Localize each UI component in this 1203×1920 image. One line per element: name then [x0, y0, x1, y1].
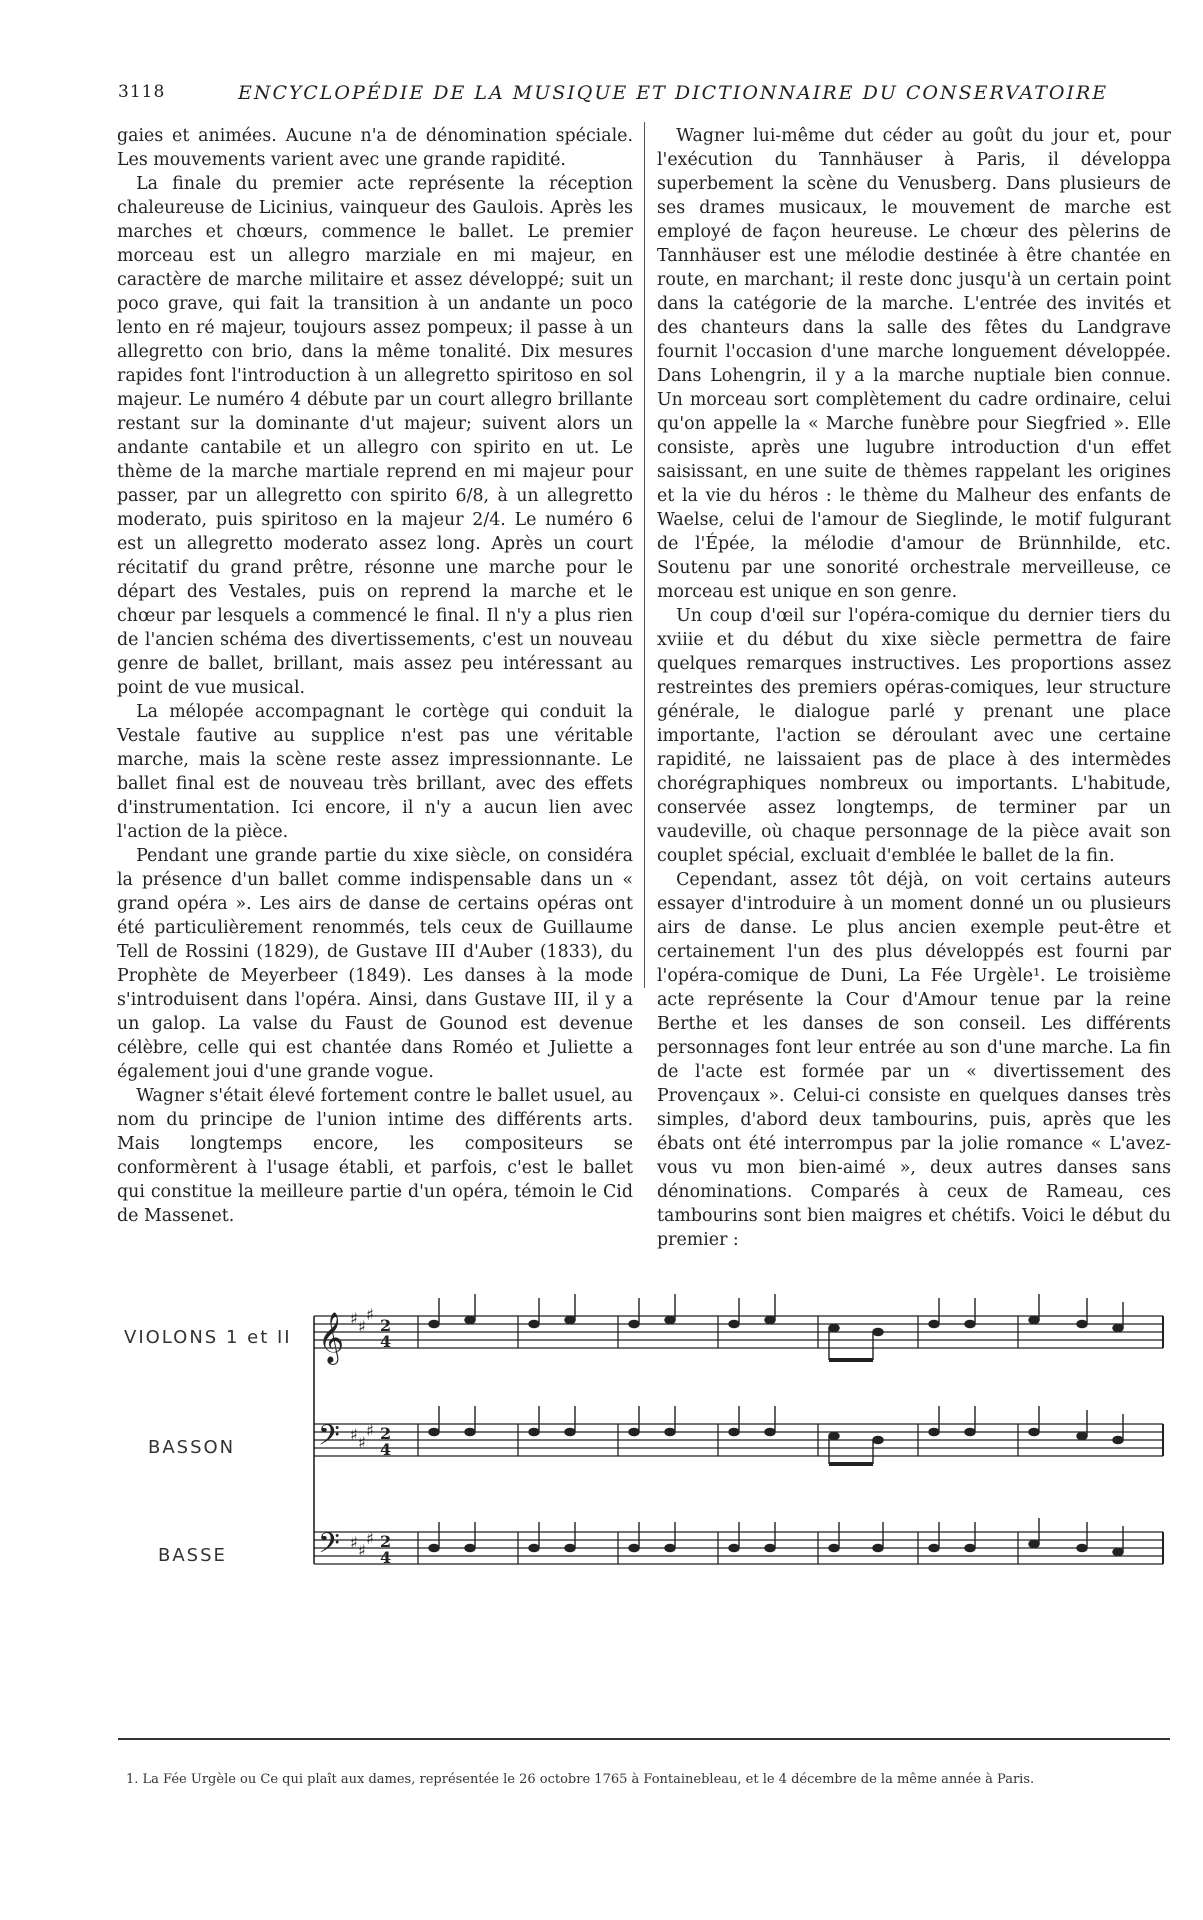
running-title: ENCYCLOPÉDIE DE LA MUSIQUE ET DICTIONNAIRE DU CONSERVATOIRE — [238, 82, 1109, 104]
score-notation — [118, 1280, 1170, 1680]
instrument-label-violins: VIOLONS 1 et II — [124, 1327, 292, 1348]
paragraph: Cependant, assez tôt déjà, on voit certains auteurs essayer d'introduire à un moment donné un ou plusieurs airs de danse. Le plus ancien exemple peut-être et certainement l'un des plus développés est fourni par l'opéra-comique de Duni, La Fée Urgèle¹. Le troisième acte représente la Cour d'Amour tenue par la reine Berthe et les danses de son conseil. Les différents personnages font leur entrée au son d'une marche. La fin de l'acte est formée par un « divertissement des Provençaux ». Celui-ci consiste en quelques danses très simples, d'abord deux tambourins, puis, après que les ébats ont été interrompus par la jolie romance « L'avez-vous vu mon bien-aimé », deux autres danses sans dénominations. Comparés à ceux de Rameau, ces tambourins sont bien maigres et chétifs. Voici le début du premier : — [657, 870, 1171, 1250]
svg-text:♯: ♯ — [366, 1421, 374, 1440]
paragraph: La mélopée accompagnant le cortège qui conduit la Vestale fautive au supplice n'est pas une véritable marche, mais la scène reste assez impressionnante. Le ballet final est de nouveau très brillant, avec des effets d'instrumentation. Ici encore, il n'y a aucun lien avec l'action de la pièce. — [117, 702, 633, 842]
instrument-label-bassoon: BASSON — [148, 1437, 236, 1458]
svg-text:2: 2 — [380, 1316, 392, 1335]
svg-text:4: 4 — [380, 1440, 392, 1459]
instrument-label-bass: BASSE — [158, 1545, 227, 1566]
paragraph: Un coup d'œil sur l'opéra-comique du dernier tiers du xviiie et du début du xixe siècle permettra de faire quelques remarques instructives. Les proportions assez restreintes des premiers opéras-comiques, leur structure générale, le dialogue parlé y prenant une place importante, l'action se déroulant avec une certaine rapidité, ne laissaient pas de place à des intermèdes chorégraphiques nombreux ou importants. L'habitude, conservée assez longtemps, de terminer par un vaudeville, où chaque personnage de la pièce avait son couplet spécial, excluait d'emblée le ballet de la fin. — [657, 606, 1171, 866]
svg-text:𝄢: 𝄢 — [318, 1527, 340, 1567]
svg-text:4: 4 — [380, 1548, 392, 1567]
svg-text:♯: ♯ — [366, 1305, 374, 1324]
paragraph: Wagner s'était élevé fortement contre le ballet usuel, au nom du principe de l'union intime des différents arts. Mais longtemps encore, les compositeurs se conformèrent à l'usage établi, et parfois, c'est le ballet qui constitue la meilleure partie d'un opéra, témoin le Cid de Massenet. — [117, 1086, 633, 1226]
svg-text:𝄞: 𝄞 — [318, 1312, 345, 1363]
svg-text:2: 2 — [380, 1532, 392, 1551]
svg-text:♯: ♯ — [358, 1541, 366, 1560]
svg-text:𝄢: 𝄢 — [318, 1419, 340, 1459]
page-number: 3118 — [118, 82, 166, 102]
paragraph: Pendant une grande partie du xixe siècle, on considéra la présence d'un ballet comme indispensable dans un « grand opéra ». Les airs de danse de certains opéras ont été particulièrement renommés, tels ceux de Guillaume Tell de Rossini (1829), de Gustave III d'Auber (1833), du Prophète de Meyerbeer (1849). Les danses à la mode s'introduisent dans l'opéra. Ainsi, dans Gustave III, il y a un galop. La valse du Faust de Gounod est devenue célèbre, celle qui est chantée dans Roméo et Juliette a également joui d'une grande vogue. — [117, 846, 633, 1082]
svg-text:♯: ♯ — [358, 1433, 366, 1452]
paragraph: Wagner lui-même dut céder au goût du jour et, pour l'exécution du Tannhäuser à Paris, il développa superbement la scène du Venusberg. Dans plusieurs de ses drames musicaux, le mouvement de marche est employé de façon heureuse. Le chœur des pèlerins de Tannhäuser est une mélodie destinée à être chantée en route, en marchant; il reste donc jusqu'à un certain point dans la catégorie de la marche. L'entrée des invités et des chanteurs dans la salle des fêtes du Landgrave fournit l'occasion d'une marche longuement développée. Dans Lohengrin, il y a la marche nuptiale bien connue. Un morceau sort complètement du cadre ordinaire, celui qu'on appelle la « Marche funèbre pour Siegfried ». Elle consiste, après une lugubre introduction d'un effet saisissant, en une suite de thèmes rappelant les origines et la vie du héros : le thème du Malheur des enfants de Waelse, celui de l'amour de Sieglinde, le motif fulgurant de l'Épée, la mélodie d'amour de Brünnhilde, etc. Soutenu par une sonorité orchestrale merveilleuse, ce morceau est unique en son genre. — [657, 126, 1171, 602]
svg-text:♯: ♯ — [358, 1317, 366, 1336]
svg-text:2: 2 — [380, 1424, 392, 1443]
column-divider — [644, 122, 645, 988]
svg-text:♯: ♯ — [366, 1529, 374, 1548]
paragraph: La finale du premier acte représente la réception chaleureuse de Licinius, vainqueur des Gaulois. Après les marches et chœurs, commence le ballet. Le premier morceau est un allegro marziale en mi majeur, en caractère de marche militaire et assez développé; suit un poco grave, qui fait la transition à un andante un poco lento en ré majeur, toujours assez pompeux; il passe à un allegretto con brio, dans la même tonalité. Dix mesures rapides font l'introduction à un allegretto spiritoso en sol majeur. Le numéro 4 débute par un court allegro brillante restant sur la dominante d'ut majeur; suivent alors un andante cantabile et un allegro con spirito en ut. Le thème de la marche martiale reprend en mi majeur pour passer, par un allegretto con spirito 6/8, à un allegretto moderato, puis spiritoso en la majeur 2/4. Le numéro 6 est un allegretto moderato assez long. Après un court récitatif du grand prêtre, résonne une marche pour le départ des Vestales, puis on reprend la marche et le chœur par lesquels a commencé le final. Il n'y a plus rien de l'ancien schéma des divertissements, c'est un nouveau genre de ballet, brillant, mais assez peu intéressant au point de vue musical. — [117, 174, 633, 698]
svg-text:♯: ♯ — [350, 1533, 358, 1552]
paragraph: gaies et animées. Aucune n'a de dénomination spéciale. Les mouvements varient avec une grande rapidité. — [117, 126, 633, 170]
svg-text:♯: ♯ — [350, 1425, 358, 1444]
left-column — [117, 124, 633, 1228]
right-column — [657, 124, 1171, 1252]
music-score-example — [118, 1280, 1170, 1700]
footnote: 1. La Fée Urgèle ou Ce qui plaît aux dames, représentée le 26 octobre 1765 à Fontainebleau, et le 4 décembre de la même année à Paris. — [126, 1772, 1035, 1787]
svg-text:4: 4 — [380, 1332, 392, 1351]
footnote-rule — [118, 1738, 1170, 1740]
svg-text:♯: ♯ — [350, 1309, 358, 1328]
